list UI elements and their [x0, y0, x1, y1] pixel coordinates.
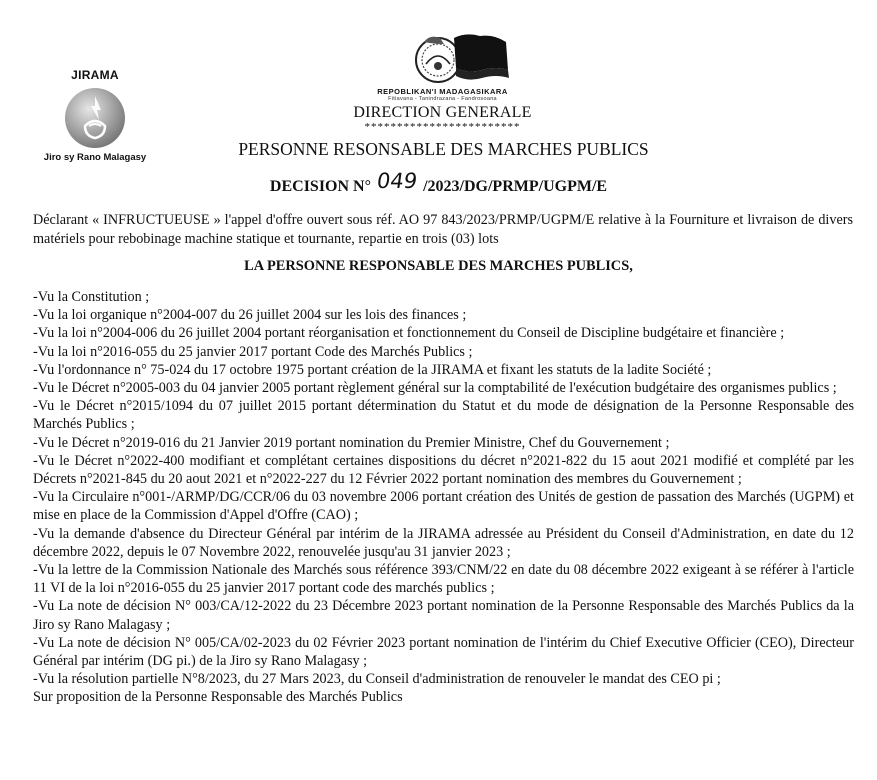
- republic-header: [330, 30, 555, 133]
- list-item: -Vu La note de décision N° 005/CA/02-2023 du 02 Février 2023 portant nomination de l'intérim du Chief Executive Officier (CEO), Directeur Général par intérim (DG pi.) de la Jiro sy Rano Malagasy ;: [33, 634, 854, 670]
- list-item: -Vu le Décret n°2005-003 du 04 janvier 2005 portant règlement général sur la comptabilité de l'exécution budgétaire des organismes publics ;: [33, 380, 837, 397]
- decision-heading: [0, 169, 877, 196]
- republic-motto: Fitiavana - Tanindrazana - Fandrosoana: [388, 96, 497, 102]
- considerations-list: [33, 288, 854, 707]
- decision-suffix: /2023/DG/PRMP/UGPM/E: [423, 178, 608, 195]
- republic-name: REPOBLIKAN'I MADAGASIKARA: [377, 87, 508, 96]
- list-item: -Vu la loi n°2016-055 du 25 janvier 2017 portant Code des Marchés Publics ;: [33, 343, 473, 360]
- list-item: -Vu la résolution partielle N°8/2023, du 27 Mars 2023, du Conseil d'administration de renouveler le mandat des CEO pi ;: [33, 671, 721, 688]
- list-item: -Vu la Circulaire n°001-/ARMP/DG/CCR/06 du 03 novembre 2006 portant création des Unités de gestion de passation des Marchés (UGPM) et mise en place de la Commission d'Appel d'Offre (CAO) ;: [33, 489, 854, 524]
- jirama-tagline: Jiro sy Rano Malagasy: [43, 152, 147, 163]
- direction-generale: DIRECTION GENERALE: [353, 104, 532, 121]
- list-item: -Vu la Constitution ;: [33, 289, 150, 305]
- intro-paragraph: Déclarant « INFRUCTUEUSE » l'appel d'offre ouvert sous réf. AO 97 843/2023/PRMP/UGPM/E relative à la Fourniture et livraison de divers matériels pour rebobinage machine statique et tournante, repartie en trois (03) lots: [33, 212, 853, 247]
- list-item: -Vu le Décret n°2022-400 modifiant et complétant certaines dispositions du décret n°2021-822 du 15 aout 2021 modifié et complété par les Décrets n°2021-845 du 20 aout 2021 et n°2022-227 du 12 Février 2022 portant nomination des membres du Gouvernement ;: [33, 452, 854, 488]
- list-item: -Vu La note de décision N° 003/CA/12-2022 du 23 Décembre 2023 portant nomination de la Personne Responsable des Marchés Publics da la Jiro sy Rano Malagasy ;: [33, 598, 854, 633]
- republic-seal-flag-icon: [368, 30, 518, 86]
- list-item: -Vu l'ordonnance n° 75-024 du 17 octobre 1975 portant création de la JIRAMA et fixant les statuts de la ladite Société ;: [33, 361, 712, 378]
- jirama-name: JIRAMA: [71, 68, 119, 82]
- list-item: -Vu la demande d'absence du Directeur Général par intérim de la JIRAMA adressée au Président du Conseil d'Administration, en date du 12 décembre 2022, depuis le 07 Novembre 2022, renouvelée jusqu'au 31 janvier 2023 ;: [33, 525, 854, 560]
- decision-number: 049: [375, 169, 419, 193]
- list-item: -Vu le Décret n°2015/1094 du 07 juillet 2015 portant détermination du Statut et du mode de désignation de la Personne Responsable des Marchés Publics ;: [33, 398, 854, 433]
- list-item: -Vu le Décret n°2019-016 du 21 Janvier 2019 portant nomination du Premier Ministre, Chef du Gouvernement ;: [33, 434, 670, 451]
- list-item: -Vu la lettre de la Commission Nationale des Marchés sous référence 393/CNM/22 en date du 08 décembre 2022 exigeant à se référer à l'article 11 VI de la loi n°2016-055 du 25 janvier 2017 portant code des marchés publics ;: [33, 562, 854, 597]
- list-item: -Vu la loi n°2004-006 du 26 juillet 2004 portant réorganisation et fonctionnement du Conseil de Discipline budgétaire et financière ;: [33, 325, 785, 342]
- list-item: -Vu la loi organique n°2004-007 du 26 juillet 2004 sur les lois des finances ;: [33, 307, 467, 324]
- prmp-title: PERSONNE RESONSABLE DES MARCHES PUBLICS: [238, 139, 649, 159]
- separator-stars: ************************: [364, 121, 521, 133]
- authority-heading: LA PERSONNE RESPONSABLE DES MARCHES PUBLICS,: [244, 258, 633, 274]
- list-item: Sur proposition de la Personne Responsable des Marchés Publics: [33, 689, 403, 706]
- decision-prefix: DECISION N°: [269, 178, 371, 195]
